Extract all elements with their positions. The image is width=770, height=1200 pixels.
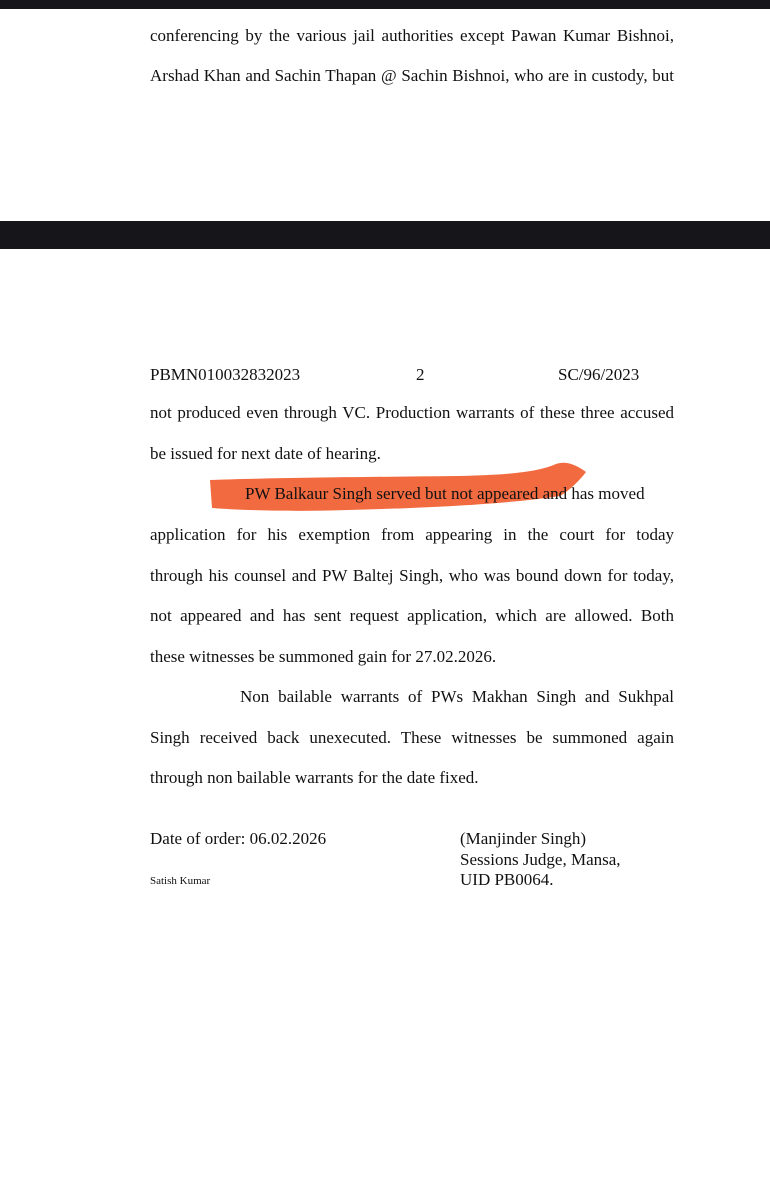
page-number: 2 bbox=[416, 365, 425, 384]
para3-line-1: Non bailable warrants of PWs Makhan Singh and Sukhpal bbox=[240, 687, 674, 706]
case-number: SC/96/2023 bbox=[558, 365, 640, 384]
para2-line-2: application for his exemption from appearing in the court for today bbox=[150, 525, 674, 544]
typist-name: Satish Kumar bbox=[150, 875, 211, 887]
para2-line-3: through his counsel and PW Baltej Singh, who was bound down for today, bbox=[150, 566, 674, 585]
para2-line-4: not appeared and has sent request application, which are allowed. Both bbox=[150, 606, 674, 625]
para1-line-1: not produced even through VC. Production warrants of these three accused bbox=[150, 403, 674, 422]
signature-title: Sessions Judge, Mansa, bbox=[460, 850, 621, 869]
para1-line-2: be issued for next date of hearing. bbox=[150, 444, 381, 463]
para2-line-5: these witnesses be summoned gain for 27.02.2026. bbox=[150, 647, 497, 666]
page-top-edge bbox=[0, 0, 770, 9]
page1-line-2: Arshad Khan and Sachin Thapan @ Sachin Bishnoi, who are in custody, but bbox=[150, 66, 674, 85]
date-of-order: Date of order: 06.02.2026 bbox=[150, 829, 327, 848]
page-separator bbox=[0, 221, 770, 249]
para3-line-3: through non bailable warrants for the date fixed. bbox=[150, 768, 479, 787]
para2-line-1: PW Balkaur Singh served but not appeared and has moved bbox=[245, 484, 645, 503]
signature-uid: UID PB0064. bbox=[460, 870, 554, 889]
para3-line-2: Singh received back unexecuted. These witnesses be summoned again bbox=[150, 728, 674, 747]
signature-name: (Manjinder Singh) bbox=[460, 829, 587, 848]
page1-line-1: conferencing by the various jail authorities except Pawan Kumar Bishnoi, bbox=[150, 26, 674, 45]
case-id: PBMN010032832023 bbox=[150, 365, 301, 384]
